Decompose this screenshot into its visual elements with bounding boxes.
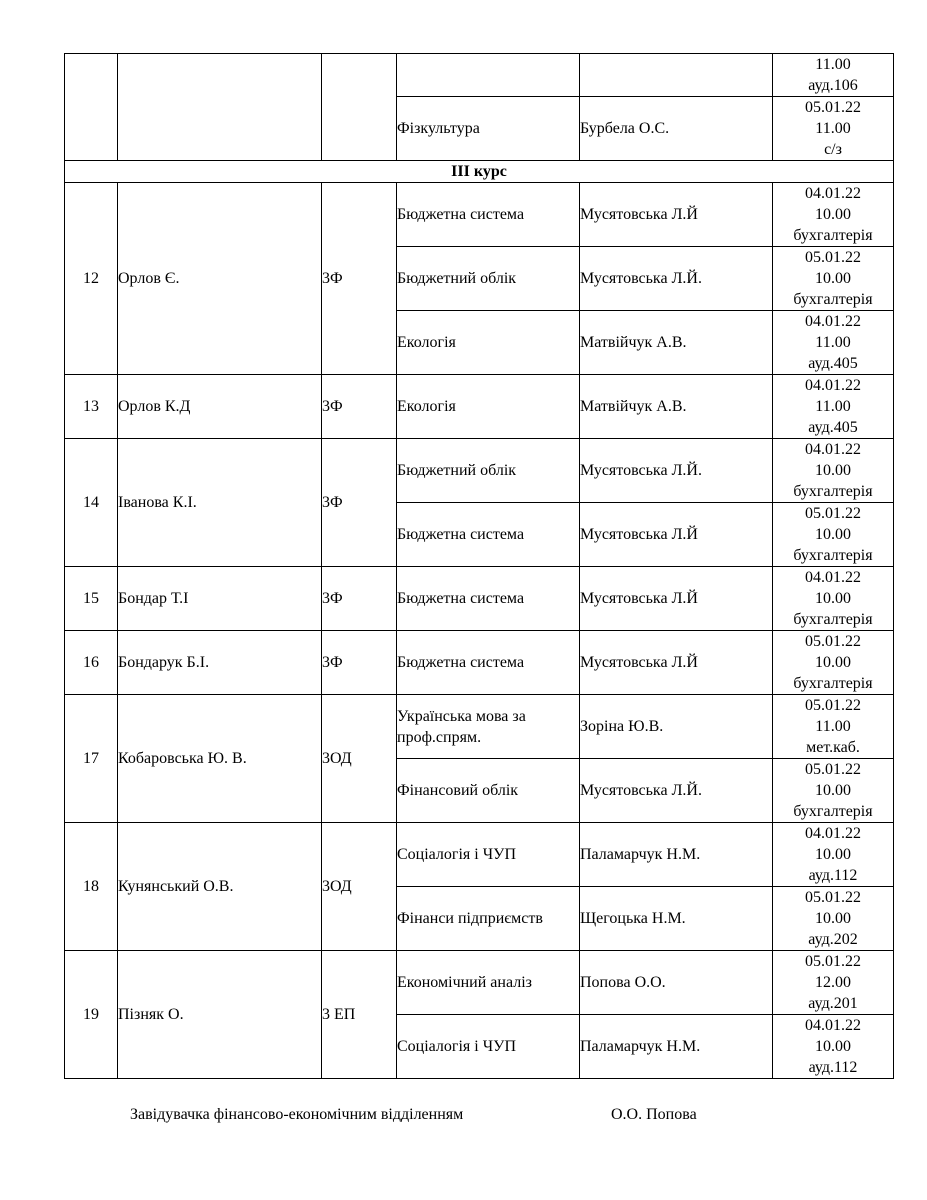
- name-cell: Кобаровська Ю. В.: [118, 695, 322, 823]
- exam-time: 10.00: [815, 910, 851, 927]
- table-row: [65, 631, 894, 695]
- subject-cell: Фізкультура: [397, 97, 580, 161]
- teacher-cell: Щегоцька Н.М.: [580, 887, 773, 951]
- exam-info-cell: [773, 439, 894, 503]
- exam-info-cell: [773, 759, 894, 823]
- group-cell: 3ОД: [322, 823, 397, 951]
- exam-time: 10.00: [815, 526, 851, 543]
- subject-cell: [397, 54, 580, 97]
- teacher-cell: Паламарчук Н.М.: [580, 823, 773, 887]
- subject-cell: [397, 183, 580, 247]
- exam-time: 11.00: [815, 56, 851, 73]
- exam-info-cell: [773, 1015, 894, 1079]
- exam-room: бухгалтерія: [793, 483, 873, 500]
- exam-room: бухгалтерія: [793, 547, 873, 564]
- exam-info-cell: [773, 311, 894, 375]
- course-header: ІІІ курс: [65, 161, 894, 183]
- subject-cell: [397, 887, 580, 951]
- name-cell: Пізняк О.: [118, 951, 322, 1079]
- num-cell: 16: [65, 631, 118, 695]
- group-cell: 3Ф: [322, 375, 397, 439]
- exam-date: 04.01.22: [805, 377, 861, 394]
- exam-time: 10.00: [815, 270, 851, 287]
- group-cell: 3Ф: [322, 567, 397, 631]
- exam-time: 11.00: [815, 120, 851, 137]
- exam-room: ауд.405: [808, 419, 858, 436]
- exam-room: бухгалтерія: [793, 291, 873, 308]
- name-cell: Бондарук Б.І.: [118, 631, 322, 695]
- teacher-cell: Мусятовська Л.Й.: [580, 439, 773, 503]
- subject-cell: [397, 695, 580, 759]
- name-cell: Кунянський О.В.: [118, 823, 322, 951]
- table-row: [65, 567, 894, 631]
- name-cell: Орлов К.Д: [118, 375, 322, 439]
- exam-date: 04.01.22: [805, 569, 861, 586]
- exam-date: 05.01.22: [805, 505, 861, 522]
- subject-text: Бюджетна система: [397, 590, 525, 607]
- exam-room: ауд.405: [808, 355, 858, 372]
- teacher-cell: Попова О.О.: [580, 951, 773, 1015]
- exam-room: ауд.202: [808, 931, 858, 948]
- subject-text: Бюджетний облік: [397, 270, 517, 287]
- subject-text: Екологія: [397, 334, 456, 351]
- group-cell: 3Ф: [322, 439, 397, 567]
- exam-info-cell: [773, 567, 894, 631]
- exam-time: 11.00: [815, 718, 851, 735]
- table-row: [65, 439, 894, 503]
- teacher-cell: Матвійчук А.В.: [580, 375, 773, 439]
- group-cell: 3Ф: [322, 183, 397, 375]
- exam-info-cell: [773, 503, 894, 567]
- exam-time: 10.00: [815, 782, 851, 799]
- exam-info-cell: [773, 823, 894, 887]
- name-cell: Бондар Т.І: [118, 567, 322, 631]
- exam-time: 11.00: [815, 398, 851, 415]
- name-cell: [118, 54, 322, 161]
- teacher-cell: Бурбела О.С.: [580, 97, 773, 161]
- exam-time: 10.00: [815, 1038, 851, 1055]
- subject-cell: [397, 951, 580, 1015]
- teacher-cell: Паламарчук Н.М.: [580, 1015, 773, 1079]
- num-cell: 13: [65, 375, 118, 439]
- group-cell: 3 ЕП: [322, 951, 397, 1079]
- teacher-cell: Матвійчук А.В.: [580, 311, 773, 375]
- exam-info-cell: [773, 54, 894, 97]
- table-row: [65, 823, 894, 887]
- exam-room: ауд.112: [808, 1059, 858, 1076]
- exam-time: 10.00: [815, 654, 851, 671]
- table-row: [65, 695, 894, 759]
- exam-time: 11.00: [815, 334, 851, 351]
- exam-time: 12.00: [815, 974, 851, 991]
- teacher-cell: Мусятовська Л.Й: [580, 503, 773, 567]
- num-cell: 15: [65, 567, 118, 631]
- subject-text: Економічний аналіз: [397, 974, 532, 991]
- num-cell: 19: [65, 951, 118, 1079]
- name-cell: Іванова К.І.: [118, 439, 322, 567]
- exam-time: 10.00: [815, 590, 851, 607]
- teacher-cell: [580, 54, 773, 97]
- num-cell: 17: [65, 695, 118, 823]
- exam-date: 04.01.22: [805, 313, 861, 330]
- exam-date: 05.01.22: [805, 633, 861, 650]
- exam-date: 05.01.22: [805, 889, 861, 906]
- exam-time: 10.00: [815, 846, 851, 863]
- teacher-cell: Мусятовська Л.Й.: [580, 247, 773, 311]
- exam-info-cell: [773, 951, 894, 1015]
- subject-cell: [397, 247, 580, 311]
- subject-cell: [397, 503, 580, 567]
- table-row: [65, 375, 894, 439]
- name-cell: Орлов Є.: [118, 183, 322, 375]
- num-cell: 14: [65, 439, 118, 567]
- num-cell: [65, 54, 118, 161]
- num-cell: 12: [65, 183, 118, 375]
- exam-date: 04.01.22: [805, 1017, 861, 1034]
- course-header-row: [65, 161, 894, 183]
- exam-date: 04.01.22: [805, 185, 861, 202]
- exam-room: бухгалтерія: [793, 803, 873, 820]
- subject-cell: [397, 759, 580, 823]
- group-cell: 3ОД: [322, 695, 397, 823]
- table-row: [65, 183, 894, 247]
- exam-room: бухгалтерія: [793, 611, 873, 628]
- exam-schedule-table: [64, 53, 894, 1079]
- teacher-cell: Мусятовська Л.Й: [580, 183, 773, 247]
- exam-date: 04.01.22: [805, 825, 861, 842]
- teacher-cell: Зоріна Ю.В.: [580, 695, 773, 759]
- group-cell: [322, 54, 397, 161]
- subject-text: Бюджетна система: [397, 206, 525, 223]
- exam-info-cell: [773, 695, 894, 759]
- teacher-cell: Мусятовська Л.Й.: [580, 759, 773, 823]
- table-row: [65, 54, 894, 97]
- exam-room: ауд.201: [808, 995, 858, 1012]
- subject-text: Екологія: [397, 398, 456, 415]
- subject-text: Бюджетний облік: [397, 462, 517, 479]
- subject-text: Бюджетна система: [397, 526, 525, 543]
- exam-room: бухгалтерія: [793, 227, 873, 244]
- subject-cell: [397, 311, 580, 375]
- exam-date: 05.01.22: [805, 761, 861, 778]
- exam-room: ауд.106: [808, 77, 858, 94]
- subject-text: Українська мова за проф.спрям.: [397, 707, 526, 746]
- subject-cell: [397, 567, 580, 631]
- subject-text: Фінансовий облік: [397, 782, 519, 799]
- exam-info-cell: [773, 631, 894, 695]
- exam-info-cell: [773, 97, 894, 161]
- teacher-cell: Мусятовська Л.Й: [580, 631, 773, 695]
- exam-info-cell: [773, 183, 894, 247]
- exam-date: 05.01.22: [805, 99, 861, 116]
- signature-title: Завідувачка фінансово-економічним відділенням: [130, 1106, 464, 1123]
- exam-date: 04.01.22: [805, 441, 861, 458]
- group-cell: 3Ф: [322, 631, 397, 695]
- exam-date: 05.01.22: [805, 249, 861, 266]
- subject-cell: [397, 631, 580, 695]
- subject-cell: [397, 375, 580, 439]
- teacher-cell: Мусятовська Л.Й: [580, 567, 773, 631]
- subject-text: Фінанси підприємств: [397, 910, 543, 927]
- exam-date: 05.01.22: [805, 953, 861, 970]
- exam-room: бухгалтерія: [793, 675, 873, 692]
- num-cell: 18: [65, 823, 118, 951]
- exam-room: с/з: [824, 141, 842, 158]
- table-row: [65, 951, 894, 1015]
- signature-person: О.О. Попова: [611, 1106, 697, 1123]
- exam-room: мет.каб.: [806, 739, 860, 756]
- exam-time: 10.00: [815, 462, 851, 479]
- exam-room: ауд.112: [808, 867, 858, 884]
- subject-text: Соціалогія і ЧУП: [397, 1038, 516, 1055]
- table-body: [65, 54, 894, 1079]
- subject-cell: [397, 1015, 580, 1079]
- exam-time: 10.00: [815, 206, 851, 223]
- subject-text: Бюджетна система: [397, 654, 525, 671]
- subject-cell: [397, 823, 580, 887]
- subject-text: Соціалогія і ЧУП: [397, 846, 516, 863]
- subject-cell: [397, 439, 580, 503]
- exam-info-cell: [773, 887, 894, 951]
- exam-info-cell: [773, 375, 894, 439]
- exam-info-cell: [773, 247, 894, 311]
- exam-date: 05.01.22: [805, 697, 861, 714]
